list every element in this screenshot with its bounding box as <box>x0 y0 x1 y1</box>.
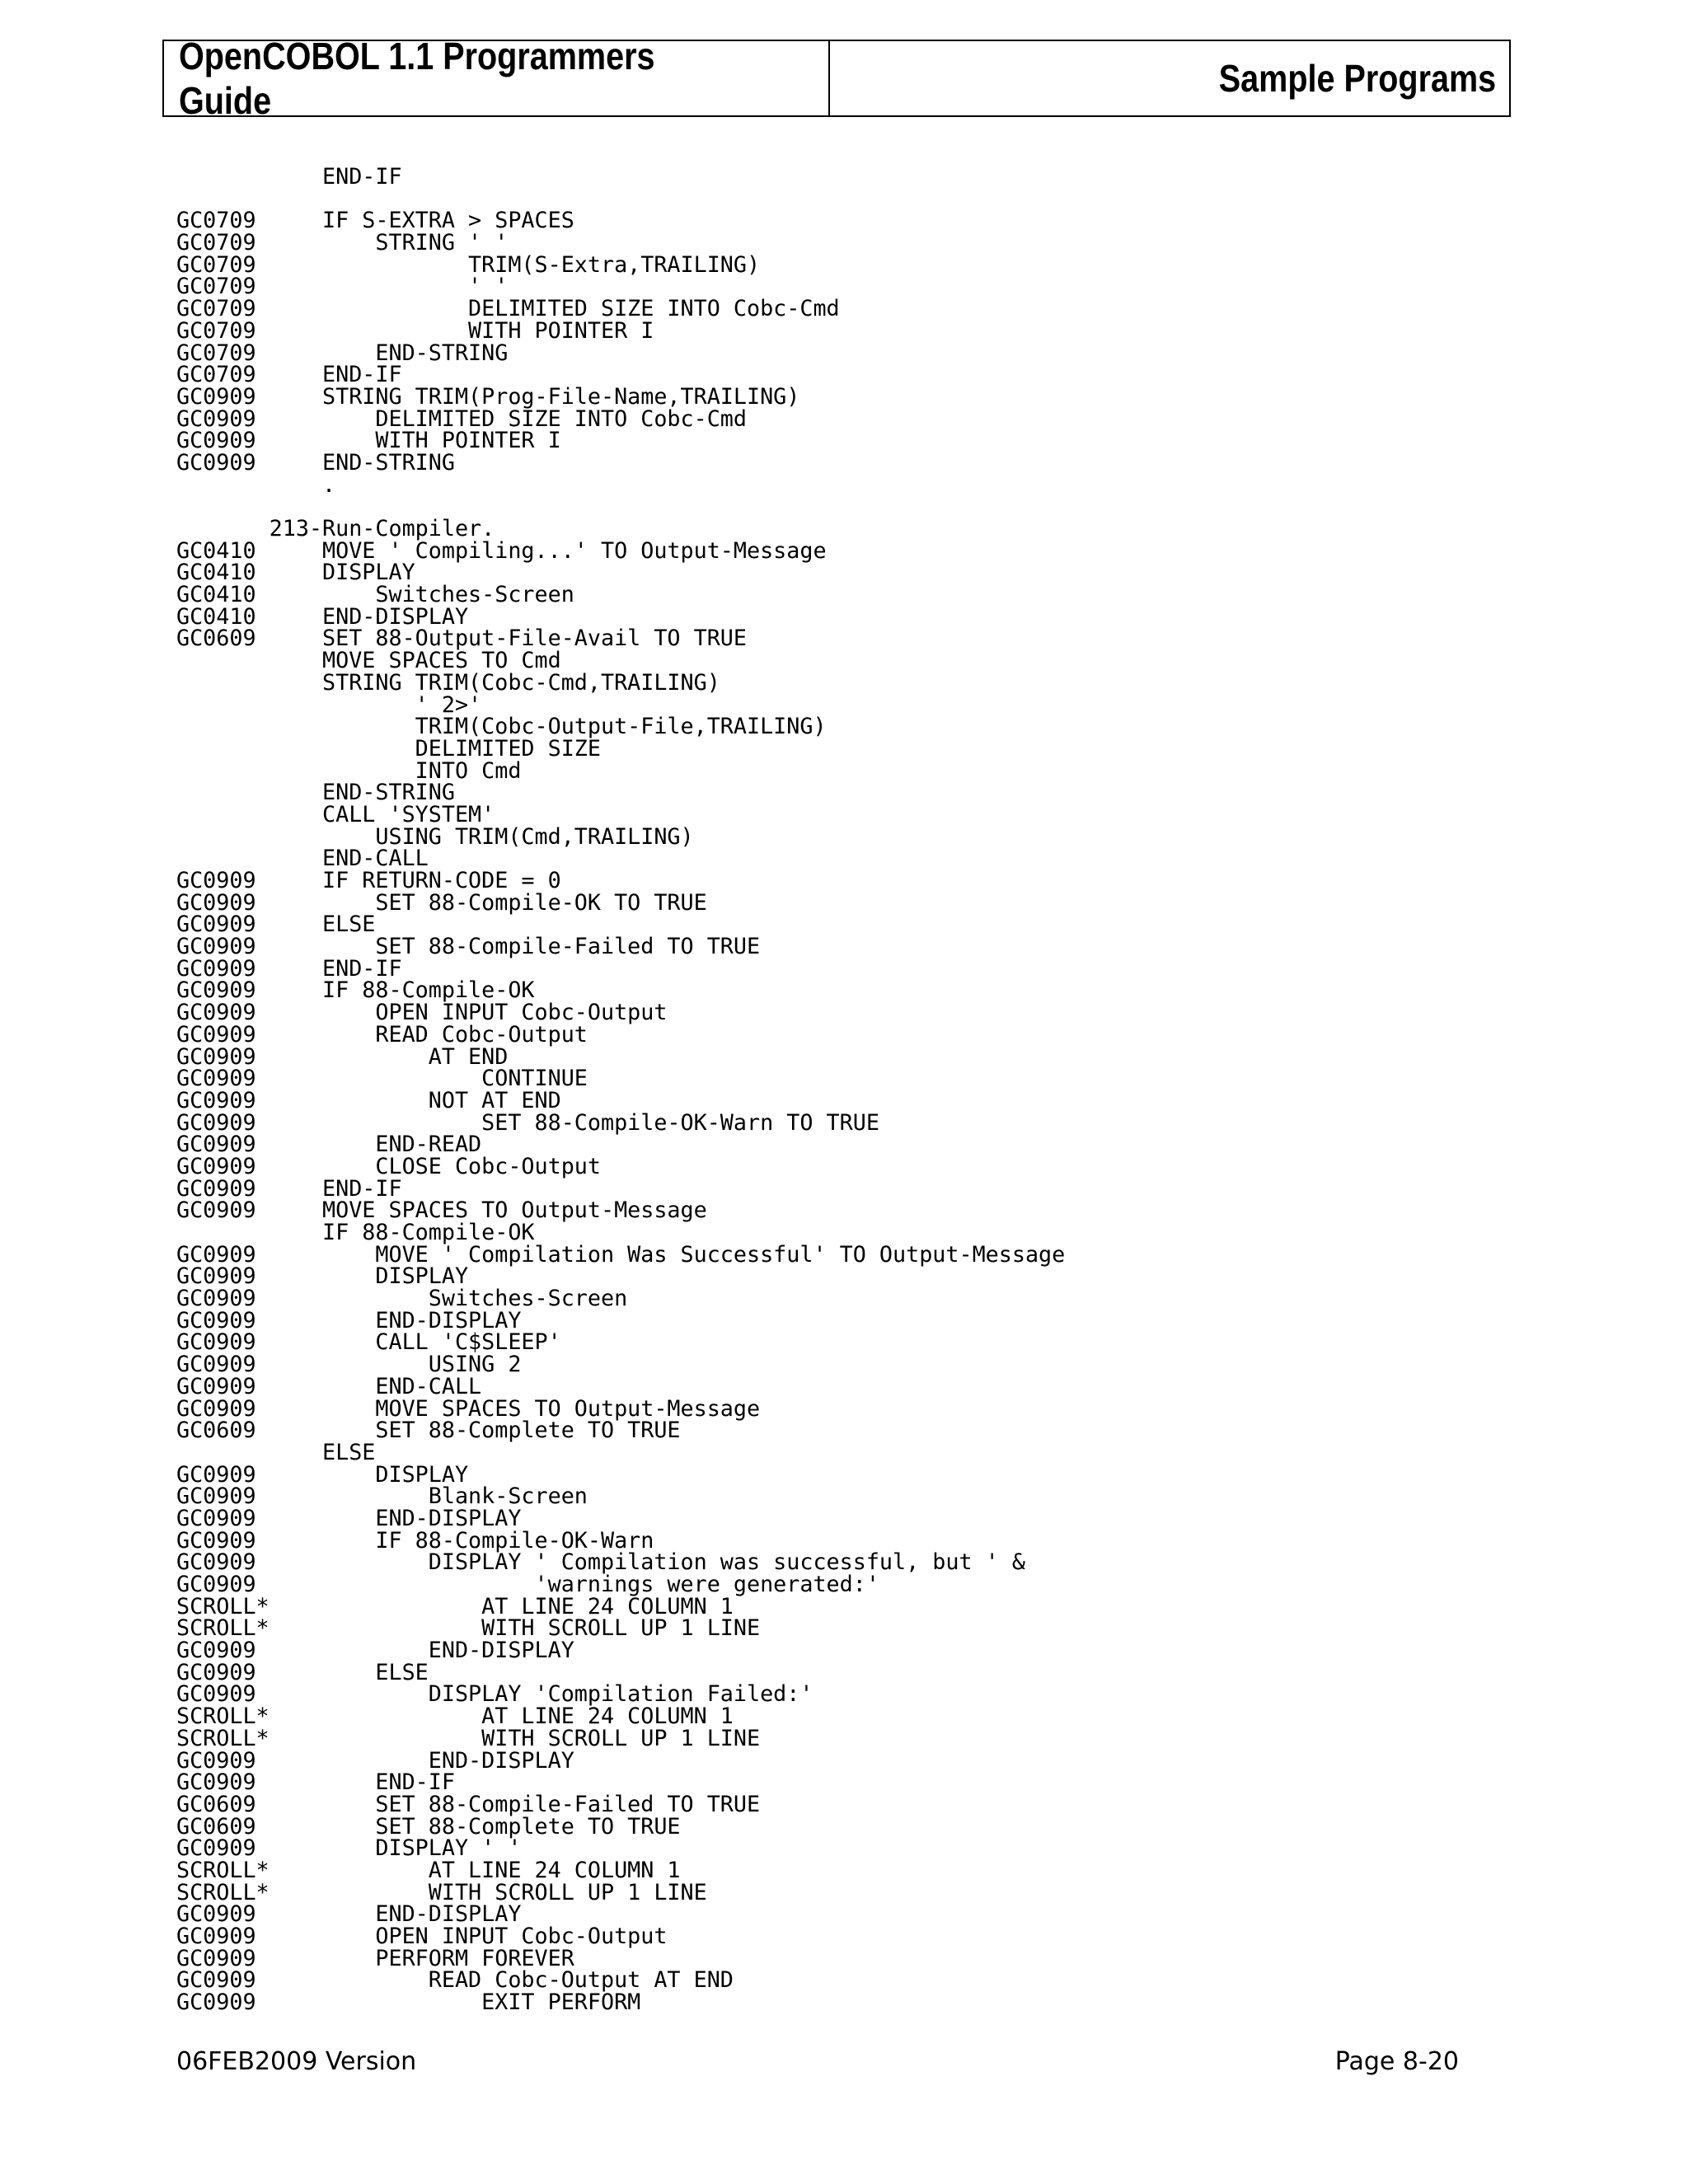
code-line: GC0909 DISPLAY <box>176 1263 469 1290</box>
code-line: GC0909 END-READ <box>176 1132 482 1158</box>
code-line: GC0909 NOT AT END <box>176 1087 561 1113</box>
code-line: ' 2>' <box>176 691 482 718</box>
code-line: END-IF <box>176 164 402 190</box>
code-line: GC0909 IF 88-Compile-OK-Warn <box>176 1527 654 1554</box>
code-line: DELIMITED SIZE <box>176 735 601 762</box>
code-line: GC0909 USING 2 <box>176 1352 522 1378</box>
code-line: GC0709 DELIMITED SIZE INTO Cobc-Cmd <box>176 296 840 322</box>
code-line: GC0909 CLOSE Cobc-Output <box>176 1153 601 1179</box>
code-line: GC0410 DISPLAY <box>176 560 415 586</box>
code-line: GC0609 SET 88-Compile-Failed TO TRUE <box>176 1791 761 1817</box>
section-title: Sample Programs <box>1218 57 1496 100</box>
footer-version: 06FEB2009 Version <box>176 2047 417 2076</box>
code-line: SCROLL* WITH SCROLL UP 1 LINE <box>176 1615 761 1642</box>
code-line: GC0909 DISPLAY ' ' <box>176 1835 522 1862</box>
code-line: GC0909 IF 88-Compile-OK <box>176 977 535 1004</box>
code-line: GC0909 MOVE SPACES TO Output-Message <box>176 1197 707 1224</box>
code-line: END-STRING <box>176 780 455 806</box>
code-line: GC0909 SET 88-Compile-OK TO TRUE <box>176 889 707 916</box>
code-line: TRIM(Cobc-Output-File,TRAILING) <box>176 714 827 740</box>
code-line: GC0909 CALL 'C$SLEEP' <box>176 1329 561 1356</box>
code-line: SCROLL* AT LINE 24 COLUMN 1 <box>176 1704 734 1730</box>
code-listing <box>176 164 1512 2016</box>
code-line: GC0909 DISPLAY 'Compilation Failed:' <box>176 1681 814 1708</box>
code-line: GC0909 DELIMITED SIZE INTO Cobc-Cmd <box>176 405 747 432</box>
code-line: GC0909 Switches-Screen <box>176 1286 628 1312</box>
code-line: GC0909 STRING TRIM(Prog-File-Name,TRAILING) <box>176 383 800 410</box>
code-line: USING TRIM(Cmd,TRAILING) <box>176 823 694 850</box>
code-line: GC0909 ELSE <box>176 1659 429 1685</box>
code-line: GC0609 SET 88-Output-File-Avail TO TRUE <box>176 626 747 652</box>
code-line <box>176 496 1498 518</box>
code-line: GC0410 END-DISPLAY <box>176 603 469 630</box>
code-line: CALL 'SYSTEM' <box>176 801 495 827</box>
code-line: SCROLL* WITH SCROLL UP 1 LINE <box>176 1725 761 1751</box>
code-line: GC0909 'warnings were generated:' <box>176 1572 879 1597</box>
code-line: GC0909 END-DISPLAY <box>176 1505 522 1531</box>
code-line: GC0909 END-CALL <box>176 1373 482 1399</box>
code-line: GC0909 END-DISPLAY <box>176 1901 522 1928</box>
code-line: GC0909 READ Cobc-Output <box>176 1021 588 1047</box>
code-line: GC0609 SET 88-Complete TO TRUE <box>176 1418 681 1444</box>
code-line: GC0909 END-STRING <box>176 449 455 476</box>
code-line: GC0909 OPEN INPUT Cobc-Output <box>176 1924 668 1949</box>
code-line: GC0909 DISPLAY ' Compilation was successful, but ' & <box>176 1549 1025 1576</box>
code-line: GC0909 MOVE SPACES TO Output-Message <box>176 1395 761 1422</box>
code-line: GC0609 SET 88-Complete TO TRUE <box>176 1813 681 1840</box>
code-line: GC0709 WITH POINTER I <box>176 317 654 344</box>
document-title: OpenCOBOL 1.1 Programmers Guide <box>179 35 655 122</box>
code-line: GC0709 END-IF <box>176 362 402 388</box>
code-line: GC0709 STRING ' ' <box>176 230 509 256</box>
code-line: GC0909 IF RETURN-CODE = 0 <box>176 868 561 893</box>
code-line: GC0909 MOVE ' Compilation Was Successful' TO Output-Message <box>176 1241 1066 1268</box>
code-line: GC0709 TRIM(S-Extra,TRAILING) <box>176 251 761 278</box>
code-line: MOVE SPACES TO Cmd <box>176 648 561 674</box>
code-line: GC0909 PERFORM FOREVER <box>176 1945 574 1971</box>
code-line: GC0909 CONTINUE <box>176 1066 588 1092</box>
code-line: END-CALL <box>176 846 429 872</box>
code-line: INTO Cmd <box>176 757 522 784</box>
code-line: GC0909 READ Cobc-Output AT END <box>176 1967 734 1994</box>
code-line: GC0709 ' ' <box>176 274 509 300</box>
code-line: GC0909 SET 88-Compile-OK-Warn TO TRUE <box>176 1109 879 1136</box>
header-title-cell <box>164 35 830 122</box>
code-line: GC0909 WITH POINTER I <box>176 428 561 454</box>
code-line: GC0909 EXIT PERFORM <box>176 1990 641 2016</box>
code-line: GC0909 DISPLAY <box>176 1461 469 1488</box>
code-line <box>176 189 1498 211</box>
code-line: GC0410 MOVE ' Compiling...' TO Output-Message <box>176 537 827 564</box>
code-line: GC0909 AT END <box>176 1043 509 1070</box>
code-line: GC0909 OPEN INPUT Cobc-Output <box>176 1000 668 1026</box>
footer-page-number: Page 8-20 <box>1334 2047 1459 2076</box>
page-header <box>162 35 1511 122</box>
code-line: GC0909 END-DISPLAY <box>176 1307 522 1333</box>
code-line: . <box>176 471 336 498</box>
code-line: GC0909 END-DISPLAY <box>176 1638 574 1664</box>
code-line: GC0909 Blank-Screen <box>176 1483 588 1510</box>
code-line: GC0909 SET 88-Compile-Failed TO TRUE <box>176 934 761 960</box>
code-line: GC0909 END-DISPLAY <box>176 1747 574 1774</box>
code-line: SCROLL* AT LINE 24 COLUMN 1 <box>176 1857 681 1883</box>
code-line: SCROLL* WITH SCROLL UP 1 LINE <box>176 1879 707 1905</box>
code-line: SCROLL* AT LINE 24 COLUMN 1 <box>176 1593 734 1619</box>
header-section-cell <box>830 41 1509 115</box>
code-line: STRING TRIM(Cobc-Cmd,TRAILING) <box>176 669 720 696</box>
code-line: GC0410 Switches-Screen <box>176 582 574 608</box>
code-line: GC0909 END-IF <box>176 955 402 982</box>
code-line: GC0909 ELSE <box>176 912 376 938</box>
code-line: GC0909 END-IF <box>176 1769 455 1796</box>
code-line: IF 88-Compile-OK <box>176 1220 535 1245</box>
code-line: ELSE <box>176 1439 376 1465</box>
code-line: 213-Run-Compiler. <box>176 516 495 541</box>
code-line: GC0909 END-IF <box>176 1175 402 1202</box>
code-line: GC0709 IF S-EXTRA > SPACES <box>176 208 574 234</box>
code-line: GC0709 END-STRING <box>176 340 509 366</box>
